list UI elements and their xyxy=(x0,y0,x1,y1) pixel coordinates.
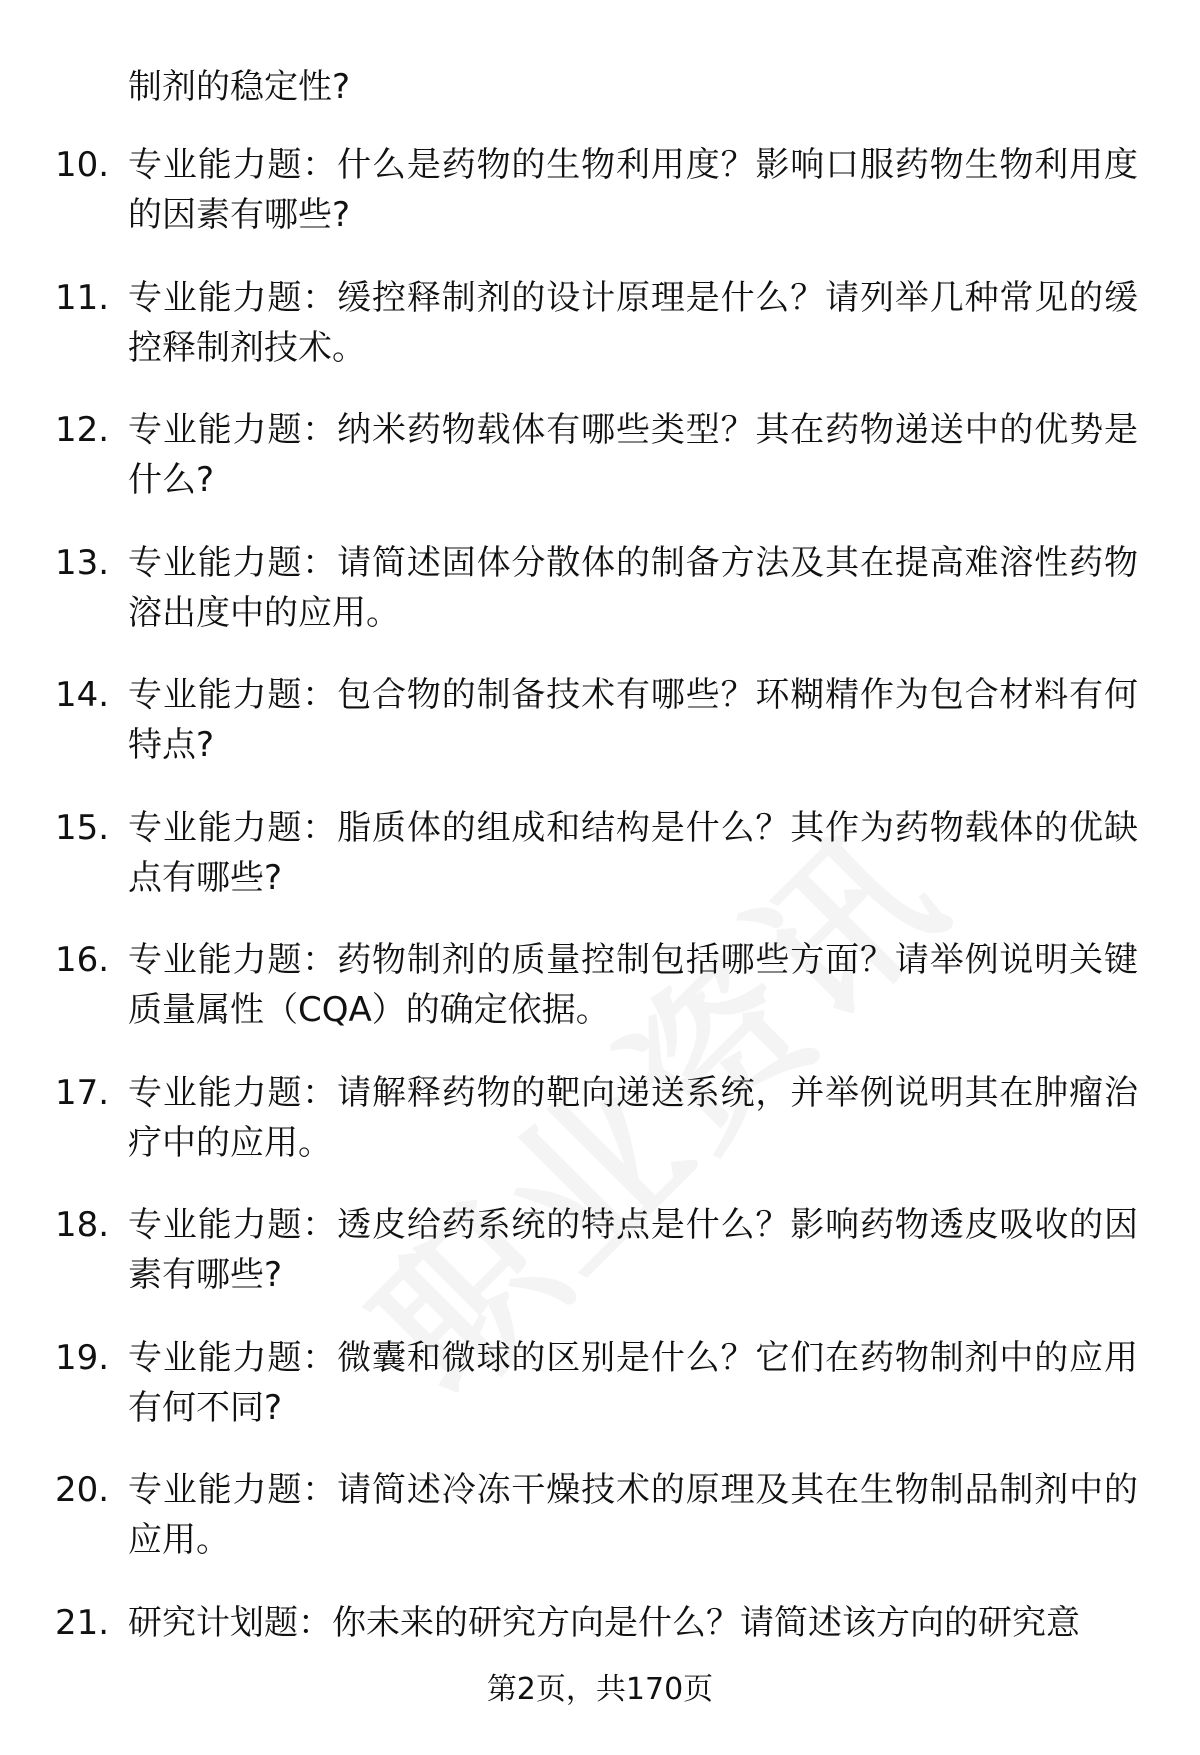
question-text: 专业能力题：透皮给药系统的特点是什么？影响药物透皮吸收的因素有哪些? xyxy=(128,1205,1138,1295)
question-number: 11. xyxy=(55,277,110,318)
question-text: 专业能力题：脂质体的组成和结构是什么？其作为药物载体的优缺点有哪些? xyxy=(128,807,1138,898)
question-text: 专业能力题：请简述固体分散体的制备方法及其在提高难溶性药物溶出度中的应用。 xyxy=(128,542,1138,633)
question-number: 18. xyxy=(55,1205,110,1245)
page-footer: 第2页，共170页 xyxy=(486,1672,714,1707)
question-item xyxy=(0,140,1200,252)
question-item xyxy=(0,538,1200,650)
question-item xyxy=(0,803,1200,915)
question-item xyxy=(0,935,1200,1047)
question-item xyxy=(0,670,1200,782)
question-number: 19. xyxy=(55,1337,110,1378)
question-number: 12. xyxy=(55,410,110,450)
question-number: 21. xyxy=(55,1602,110,1643)
question-text: 专业能力题：什么是药物的生物利用度？影响口服药物生物利用度的因素有哪些? xyxy=(128,145,1138,235)
question-text: 专业能力题：缓控释制剂的设计原理是什么？请列举几种常见的缓控释制剂技术。 xyxy=(128,277,1138,368)
question-number: 10. xyxy=(55,145,110,185)
question-text: 研究计划题：你未来的研究方向是什么？请简述该方向的研究意 xyxy=(128,1602,1080,1643)
question-number: 16. xyxy=(55,940,110,980)
question-number: 15. xyxy=(55,807,110,848)
question-item xyxy=(0,273,1200,385)
question-item xyxy=(0,1333,1200,1445)
question-number: 17. xyxy=(55,1072,110,1113)
question-number: 13. xyxy=(55,542,110,583)
question-number: 14. xyxy=(55,675,110,715)
question-text: 专业能力题：包合物的制备技术有哪些？环糊精作为包合材料有何特点? xyxy=(128,675,1138,765)
question-text: 专业能力题：纳米药物载体有哪些类型？其在药物递送中的优势是什么? xyxy=(128,410,1138,500)
question-item xyxy=(0,1200,1200,1312)
question-text: 专业能力题：请简述冷冻干燥技术的原理及其在生物制品制剂中的应用。 xyxy=(128,1470,1138,1560)
question-text: 专业能力题：药物制剂的质量控制包括哪些方面？请举例说明关键质量属性（CQA）的确定依据。 xyxy=(128,940,1138,1030)
question-number: 20. xyxy=(55,1470,110,1510)
question-item xyxy=(0,1068,1200,1180)
continuation-text: 制剂的稳定性? xyxy=(128,67,351,107)
question-text: 专业能力题：请解释药物的靶向递送系统，并举例说明其在肿瘤治疗中的应用。 xyxy=(128,1072,1138,1163)
question-item xyxy=(0,405,1200,517)
question-list xyxy=(0,140,1200,1730)
question-text: 专业能力题：微囊和微球的区别是什么？它们在药物制剂中的应用有何不同? xyxy=(128,1337,1138,1428)
question-item xyxy=(0,1465,1200,1577)
